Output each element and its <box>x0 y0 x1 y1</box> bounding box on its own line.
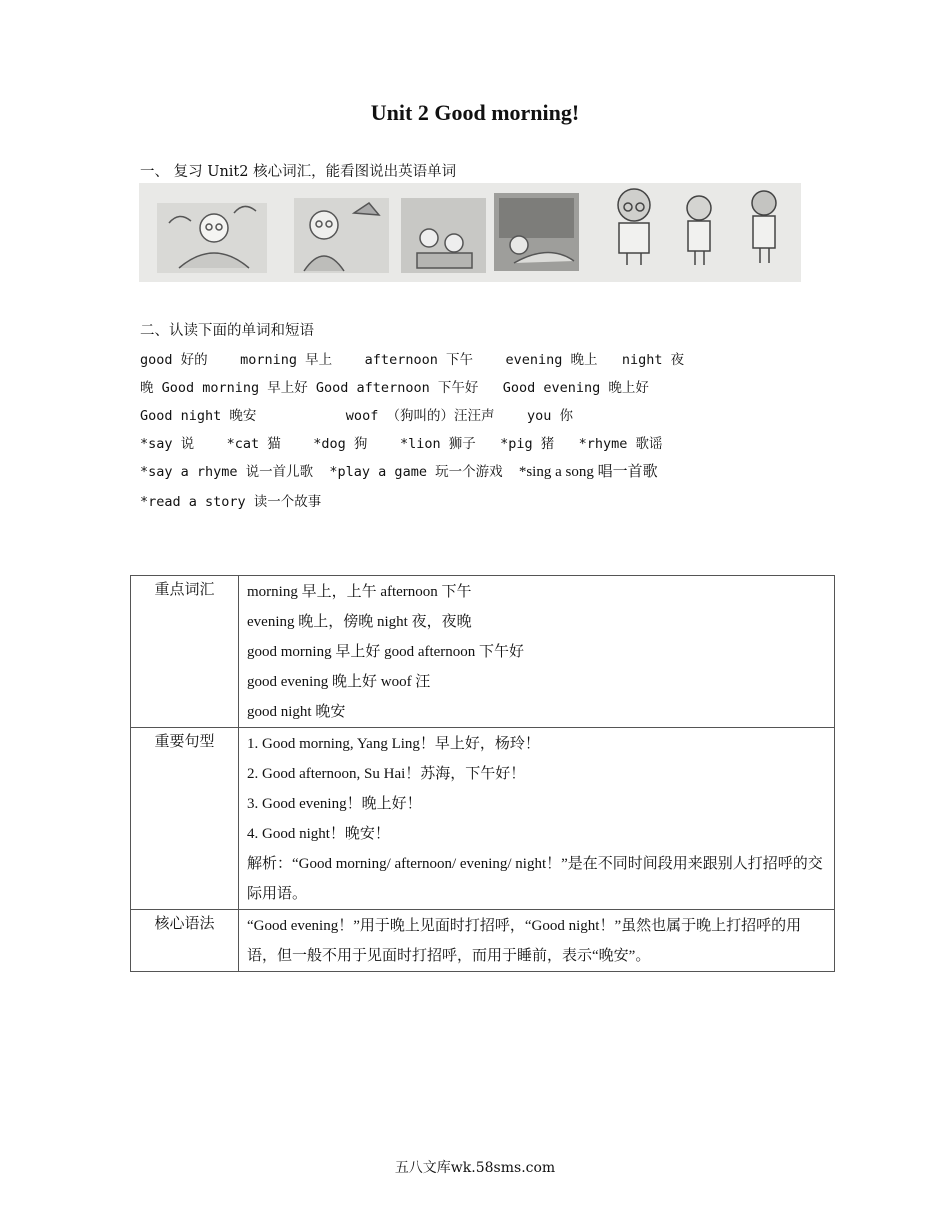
table-line: 3. Good evening！晚上好！ <box>247 796 422 812</box>
key-points-table <box>130 575 835 972</box>
section-2-heading: 二、认读下面的单词和短语 <box>140 323 314 339</box>
vocab-line-5 <box>140 460 658 481</box>
row-head-sentences: 重要句型 <box>131 728 239 910</box>
illustration-svg <box>139 183 801 282</box>
vocab-line-4: *say 说 *cat 猫 *dog 狗 *lion 狮子 *pig 猪 *rhyme 歌谣 <box>140 436 663 452</box>
row-body-sentences <box>239 728 835 910</box>
table-row <box>131 910 835 972</box>
vocab-line-2: 晚 Good morning 早上好 Good afternoon 下午好 Good evening 晚上好 <box>140 380 649 396</box>
girl-morning-illustration <box>157 203 267 273</box>
table-row <box>131 728 835 910</box>
girl-night-illustration <box>494 193 579 271</box>
table-line: 1. Good morning, Yang Ling！早上好，杨玲！ <box>247 736 540 752</box>
page-title: Unit 2 Good morning! <box>370 100 580 125</box>
vocab-line-3: Good night 晚安 woof （狗叫的）汪汪声 you 你 <box>140 408 573 424</box>
page-footer: 五八文库wk.58sms.com <box>394 1160 556 1176</box>
vocab-line-6: *read a story 读一个故事 <box>140 494 322 510</box>
table-line: morning 早上，上午 afternoon 下午 <box>247 584 472 600</box>
table-line: good morning 早上好 good afternoon 下午好 <box>247 644 525 660</box>
character-boy <box>752 191 776 263</box>
table-line: 2. Good afternoon, Su Hai！苏海，下午好！ <box>247 766 526 782</box>
vocab-line-1: good 好的 morning 早上 afternoon 下午 evening 晚上 night 夜 <box>140 352 685 368</box>
table-line: evening 晚上，傍晚 night 夜，夜晚 <box>247 614 472 630</box>
table-line: good night 晚安 <box>247 704 346 720</box>
row-head-grammar: 核心语法 <box>131 910 239 972</box>
table-analysis: 解析：“Good morning/ afternoon/ evening/ night！”是在不同时间段用来跟别人打招呼的交际用语。 <box>247 856 823 902</box>
table-line: 4. Good night！晚安！ <box>247 826 390 842</box>
row-body-vocabulary <box>239 576 835 728</box>
row-body-grammar <box>239 910 835 972</box>
character-girl <box>687 196 711 265</box>
boy-afternoon-illustration <box>294 198 389 273</box>
table-grammar-text: “Good evening！”用于晚上见面时打招呼，“Good night！”虽然也属于晚上打招呼的用语，但一般不用于见面时打招呼，而用于睡前，表示“晚安”。 <box>247 918 802 964</box>
section-1-heading: 一、 复习 Unit2 核心词汇，能看图说出英语单词 <box>140 164 457 180</box>
vocabulary-picture-strip <box>139 183 801 282</box>
vocab-line-5-mono: *say a rhyme 说一首儿歌 *play a game 玩一个游戏 <box>140 464 519 480</box>
table-row <box>131 576 835 728</box>
character-girl-glasses <box>618 189 650 265</box>
vocab-line-5-serif: *sing a song 唱一首歌 <box>518 464 658 480</box>
table-line: good evening 晚上好 woof 汪 <box>247 674 431 690</box>
row-head-vocabulary: 重点词汇 <box>131 576 239 728</box>
family-evening-illustration <box>401 198 486 273</box>
